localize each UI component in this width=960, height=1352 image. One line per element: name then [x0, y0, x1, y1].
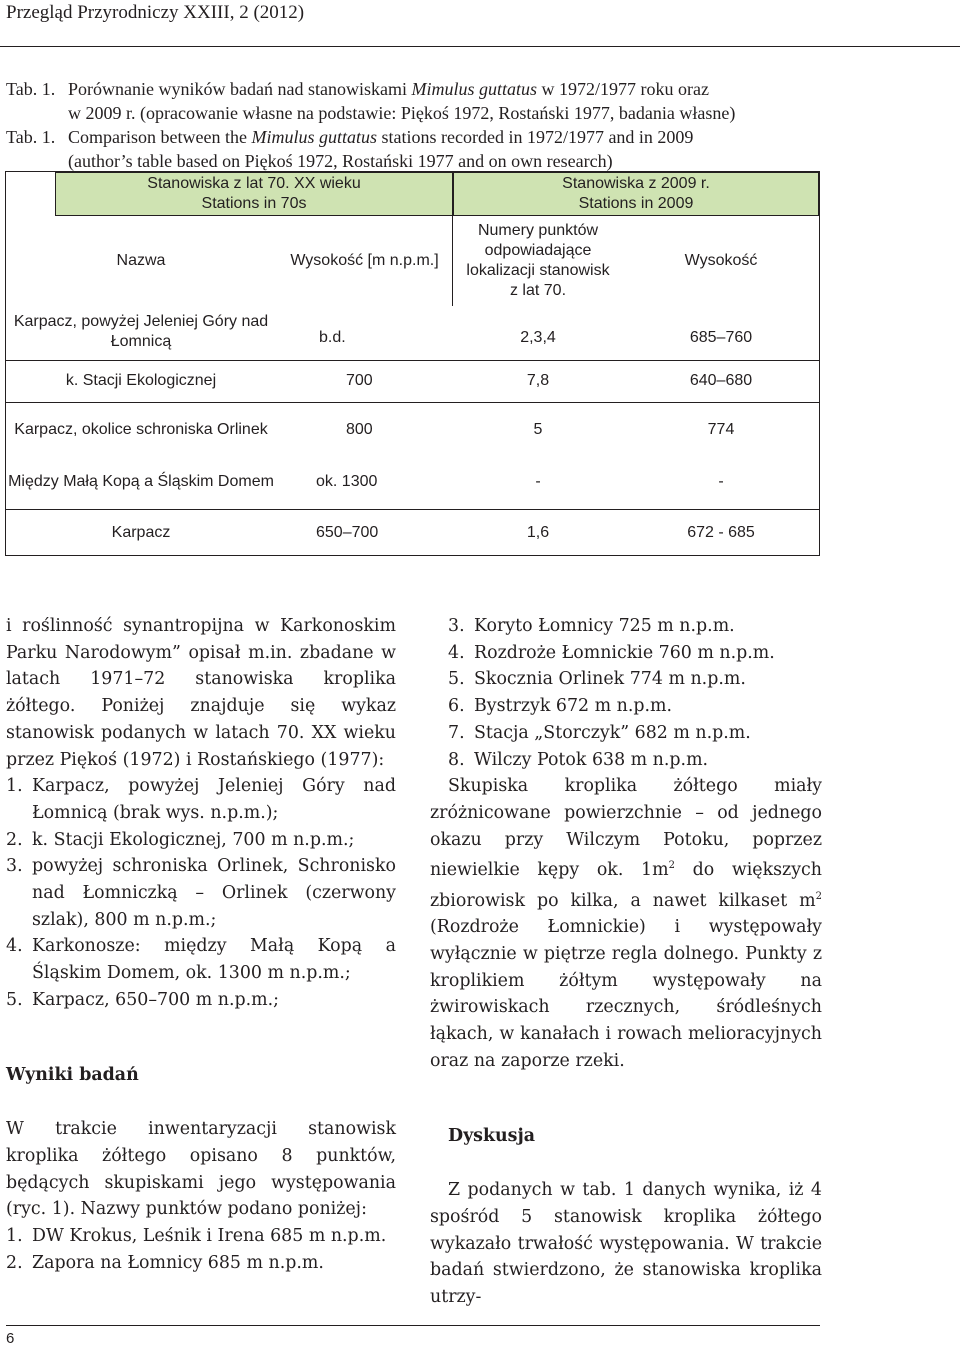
- table-row: [6, 457, 819, 507]
- caption-pl-line2: w 2009 r. (opracowanie własne na podstawie: Piękoś 1972, Rostański 1977, badania własne): [68, 103, 736, 123]
- row-alt-old: b.d.: [319, 329, 346, 346]
- list-number: 4.: [6, 936, 23, 957]
- list-number: 6.: [448, 696, 465, 717]
- header-divider: [452, 216, 453, 306]
- list-text: powyżej schroniska Orlinek, Schronisko nad Łomniczką – Orlinek (czerwony szlak), 800 m n.p.m.;: [32, 856, 396, 930]
- points-list-continued: [430, 613, 822, 773]
- list-item: [448, 693, 822, 720]
- clusters-paragraph: [430, 773, 822, 1074]
- table-row: [6, 403, 819, 457]
- list-text: k. Stacji Ekologicznej, 700 m n.p.m.;: [32, 829, 355, 850]
- list-text: Bystrzyk 672 m n.p.m.: [474, 696, 673, 717]
- list-number: 8.: [448, 749, 465, 770]
- caption-pl-pre: Porównanie wyników badań nad stanowiskami: [68, 79, 412, 99]
- list-item: [6, 1223, 396, 1250]
- points-list: [6, 1223, 396, 1276]
- caption-pl-species: Mimulus guttatus: [411, 79, 537, 99]
- row-name: Karpacz, okolice schroniska Orlinek: [14, 421, 268, 438]
- list-number: 5.: [448, 669, 465, 690]
- page-number: 6: [6, 1330, 15, 1347]
- caption-en-line2: (author’s table based on Piękoś 1972, Rostański 1977 and on own research): [68, 151, 613, 171]
- left-column: [6, 613, 396, 1276]
- row-points: -: [535, 473, 541, 490]
- row-points: 7,8: [526, 372, 550, 389]
- group-old-line2: Stations in 70s: [201, 195, 307, 212]
- row-alt-new: 685–760: [689, 329, 753, 346]
- group-old-line1: Stanowiska z lat 70. XX wieku: [147, 175, 361, 192]
- caption-pl: [6, 77, 709, 101]
- header-rule: [0, 46, 960, 47]
- list-number: 2.: [6, 1252, 23, 1273]
- superscript: 2: [815, 890, 822, 902]
- list-item: [6, 773, 396, 826]
- superscript: 2: [668, 860, 675, 872]
- list-text: Skocznia Orlinek 774 m n.p.m.: [474, 669, 746, 690]
- discussion-paragraph: Z podanych w tab. 1 danych wynika, iż 4 spośród 5 stanowisk kroplika żółtego wykazało trwałość występowania. W trakcie badań stwierdzono, że stanowiska kroplika utrzy-: [430, 1180, 822, 1308]
- footer-rule: [6, 1325, 820, 1326]
- caption-pl-label: Tab. 1.: [6, 79, 56, 99]
- row-points: 1,6: [526, 523, 550, 541]
- row-name: Karpacz, powyżej Jeleniej Góry nad Łomnicą: [13, 313, 269, 350]
- group-new-line1: Stanowiska z 2009 r.: [562, 175, 710, 192]
- list-item: [6, 853, 396, 933]
- section-heading-discussion: Dyskusja: [448, 1125, 536, 1146]
- clusters-text-a: Skupiska kroplika żółtego miały zróżnicowane powierzchnie – od jednego okazu przy Wilczym Potoku, poprzez niewielkie kępy ok. 1m: [430, 776, 822, 881]
- table-row: [6, 306, 819, 358]
- intro-paragraph: i roślinność synantropijna w Karkonoskim Parku Narodowym” opisał m.in. zbadane w latach 1971–72 stanowiska kroplika żółtego. Poniżej znajduje się wykaz stanowisk podanych w latach 70. XX wieku przez Piękoś (1972) i Rostańskiego (1977):: [6, 616, 396, 770]
- clusters-text-b: do większych zbiorowisk po kilka, a nawet kilkaset m: [430, 860, 822, 911]
- group-header-new: [453, 172, 819, 216]
- header-name: Nazwa: [116, 252, 166, 269]
- row-name: Między Małą Kopą a Śląskim Domem: [8, 473, 274, 490]
- caption-en-species: Mimulus guttatus: [251, 127, 377, 147]
- list-number: 5.: [6, 989, 23, 1010]
- row-alt-old: 800: [346, 421, 373, 438]
- list-item: [6, 827, 396, 854]
- list-text: Karpacz, powyżej Jeleniej Góry nad Łomnicą (brak wys. n.p.m.);: [32, 776, 396, 823]
- list-item: [448, 720, 822, 747]
- header-altitude-old: Wysokość [m n.p.m.]: [290, 252, 439, 269]
- table-row: [6, 510, 819, 555]
- table-row: [6, 361, 819, 401]
- list-number: 7.: [448, 722, 465, 743]
- results-paragraph: W trakcie inwentaryzacji stanowisk kroplika żółtego opisano 8 punktów, będących skupiskami jego występowania (ryc. 1). Nazwy punktów podano poniżej:: [6, 1119, 396, 1220]
- row-name: Karpacz: [111, 523, 171, 541]
- section-heading-results: Wyniki badań: [6, 1064, 139, 1085]
- caption-en: [6, 125, 693, 149]
- caption-en-post: stations recorded in 1972/1977 and in 2009: [376, 127, 694, 147]
- list-text: Zapora na Łomnicy 685 m n.p.m.: [32, 1252, 324, 1273]
- list-number: 3.: [448, 616, 465, 636]
- row-alt-new: 774: [707, 421, 735, 438]
- list-item: [448, 640, 822, 667]
- group-new-line2: Stations in 2009: [578, 195, 694, 212]
- right-column: [430, 613, 822, 1311]
- list-text: Wilczy Potok 638 m n.p.m.: [474, 749, 709, 770]
- group-header-old: [55, 172, 453, 216]
- list-text: Rozdroże Łomnickie 760 m n.p.m.: [474, 642, 775, 663]
- list-number: 3.: [6, 856, 23, 877]
- list-item: [6, 987, 396, 1014]
- row-alt-new: 672 - 685: [687, 523, 755, 541]
- header-altitude-new: Wysokość: [684, 252, 758, 269]
- row-alt-old: 650–700: [316, 523, 379, 541]
- list-number: 1.: [6, 1226, 23, 1247]
- journal-header: Przegląd Przyrodniczy XXIII, 2 (2012): [6, 2, 305, 23]
- list-number: 4.: [448, 642, 465, 663]
- row-alt-new: -: [718, 473, 724, 490]
- list-number: 2.: [6, 829, 23, 850]
- list-item: [6, 933, 396, 986]
- list-item: [6, 1250, 396, 1277]
- list-text: Koryto Łomnicy 725 m n.p.m.: [474, 616, 735, 636]
- caption-en-pre: Comparison between the: [68, 127, 252, 147]
- caption-en-label: Tab. 1.: [6, 127, 56, 147]
- list-text: Karpacz, 650–700 m n.p.m.;: [32, 989, 280, 1010]
- row-name: k. Stacji Ekologicznej: [65, 372, 217, 389]
- list-text: Stacja „Storczyk” 682 m n.p.m.: [474, 722, 751, 743]
- clusters-text-c: (Rozdroże Łomnickie) i występowały wyłącznie w piętrze regla dolnego. Punkty z kroplikiem żółtym występowały na żwirowiskach rzecznych, śródleśnych łąkach, w kanałach i rowach melioracyjnych oraz na zaporze rzeki.: [430, 917, 822, 1071]
- caption-pl-post: w 1972/1977 roku oraz: [536, 79, 709, 99]
- list-text: Karkonosze: między Małą Kopą a Śląskim Domem, ok. 1300 m n.p.m.;: [32, 936, 396, 984]
- header-points: Numery punktów odpowiadające lokalizacji stanowisk z lat 70.: [466, 222, 610, 299]
- row-alt-old: ok. 1300: [316, 473, 378, 490]
- row-points: 5: [533, 421, 543, 438]
- row-alt-old: 700: [346, 372, 373, 389]
- list-number: 1.: [6, 776, 23, 797]
- row-alt-new: 640–680: [689, 372, 753, 389]
- list-text: DW Krokus, Leśnik i Irena 685 m n.p.m.: [32, 1226, 387, 1247]
- list-item: [448, 613, 822, 640]
- row-points: 2,3,4: [520, 329, 556, 346]
- list-item: [448, 666, 822, 693]
- list-item: [448, 747, 822, 774]
- comparison-table: [5, 171, 820, 556]
- old-stations-list: [6, 773, 396, 1013]
